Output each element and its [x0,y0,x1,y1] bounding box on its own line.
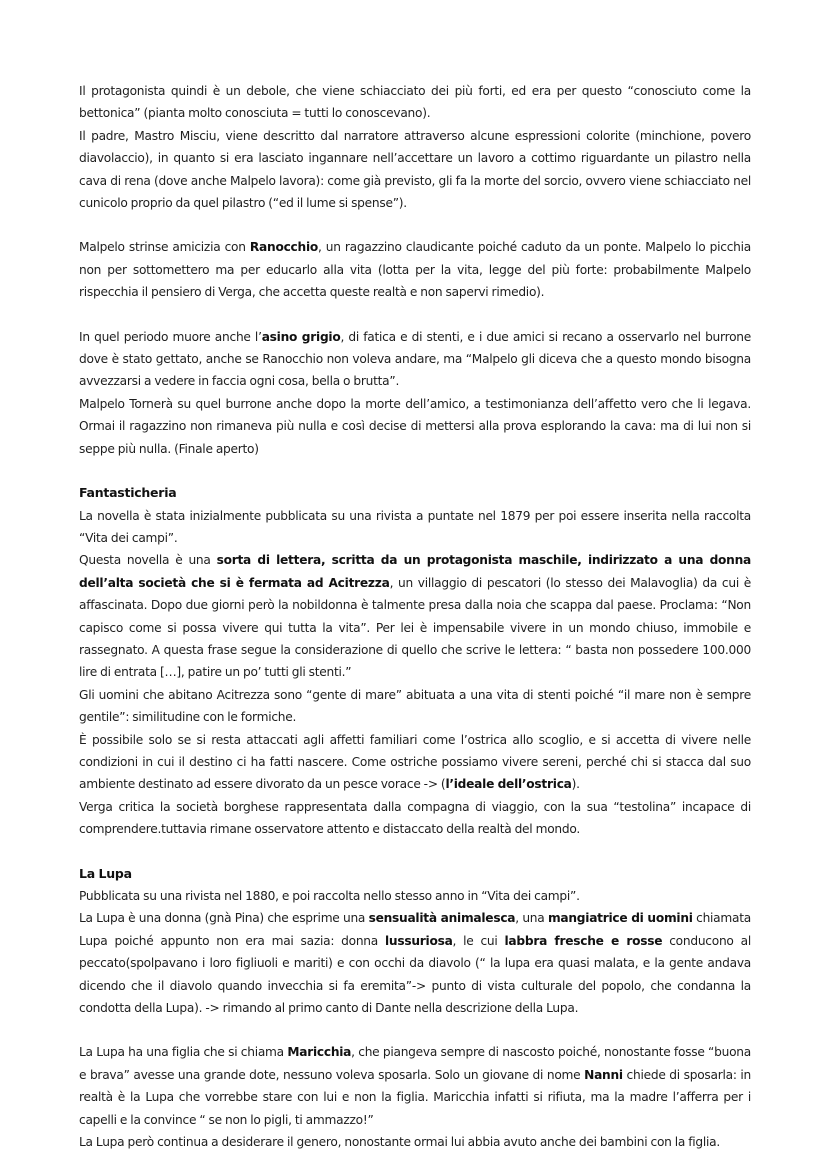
keyword-ranocchio: Ranocchio [249,240,318,255]
paragraph [79,236,751,303]
text-run: , una [515,911,548,926]
text-run: Questa novella è una [79,553,217,568]
section-la-lupa [79,863,751,1154]
paragraph [79,80,751,125]
paragraph [79,1131,751,1153]
keyword-nanni: Nanni [584,1067,623,1082]
text-run: La Lupa però continua a desiderare il genero, nonostante ormai lui abbia avuto anche dei bambini con la figlia. [79,1135,721,1150]
paragraph [79,505,751,550]
paragraph-gap [79,1019,751,1041]
text-run: , le cui [452,933,505,948]
keyword-sensualita: sensualità animalesca [368,911,516,926]
text-run: Il protagonista quindi è un debole, che viene schiacciato dei più forti, ed era per questo “conosciuto come la bettonica” (pianta molto conosciuta = tutti lo conoscevano). [79,84,751,121]
text-run: chiamata Lupa poiché appunto non era mai sazia: donna [79,911,751,948]
text-run: , un ragazzino claudicante poiché caduto da un ponte. Malpelo lo picchia non per sottomettero ma per educarlo alla vita (lotta per la vita, legge del più forte: probabilmente Malpelo rispecchia il pensiero di Verga, che accetta queste realtà e non sapervi rimedio). [79,240,751,300]
keyword-maricchia: Maricchia [287,1045,352,1060]
section-gap [79,841,751,863]
text-run: Pubblicata su una rivista nel 1880, e poi raccolta nello stesso anno in “Vita dei campi”. [79,889,580,903]
section-heading: Fantasticheria [79,485,177,501]
keyword-labbra: labbra fresche e rosse [504,933,663,948]
paragraph [79,907,751,1019]
keyword-lettera: sorta di lettera, scritta da un protagonista maschile, indirizzato a una donna dell’alta società che si è fermata ad Acitrezza [79,553,751,590]
text-run: Verga critica la società borghese rappresentata dalla compagna di viaggio, con la sua “testolina” incapace di comprendere.tuttavia rimane osservatore attento e distaccato della realtà del mondo. [79,799,751,837]
keyword-asino-grigio: asino grigio [261,329,341,344]
text-run: chiede di sposarla: in realtà è la Lupa che vorrebbe stare con lui e non la figlia. Maricchia infatti si rifiuta, ma la madre l’afferra per i capelli e la convince “ se non lo pigli, ti ammazzo!” [79,1067,752,1127]
text-run: La novella è stata inizialmente pubblicata su una rivista a puntate nel 1879 per poi essere inserita nella raccolta “Vita dei campi”. [79,508,751,545]
keyword-lussuriosa: lussuriosa [384,933,453,948]
text-run: La Lupa è una donna (gnà Pina) che esprime una [79,911,369,926]
paragraph [79,125,751,215]
text-run: , un villaggio di pescatori (lo stesso dei Malavoglia) da cui è affascinata. Dopo due giorni però la nobildonna è talmente presa dalla noia che scappa dal paese. Proclama: “Non capisco come si possa vivere qui tutta la vita”. Per lei è impensabile vivere in un mondo chiuso, immobile e rassegnato. A questa frase segue la considerazione di quello che scrive le lettera: “ basta non possedere 100.000 lire di entrata […], patire un po’ tutti gli stenti.” [79,575,751,680]
section-heading: La Lupa [79,865,132,881]
text-run: È possibile solo se si resta attaccati agli affetti familiari come l’ostrica allo scoglio, e si accetta di vivere nelle condizioni in cui il destino ci ha fatti nascere. Come ostriche possiamo vivere sereni, perché chi si stacca dal suo ambiente destinato ad essere divorato da un pesce vorace -> ( [79,732,751,792]
paragraph [79,326,751,393]
paragraph-gap [79,214,751,236]
text-run: Malpelo Tornerà su quel burrone anche dopo la morte dell’amico, a testimonianza dell’affetto vero che li legava. Ormai il ragazzino non rimaneva più nulla e così decise di mettersi alla prova esplorando la cava: ma di lui non si seppe più nulla. (Finale aperto) [79,396,751,456]
section-gap [79,460,751,482]
text-run: conducono al peccato(spolpavano i loro figliuoli e mariti) e con occhi da diavolo (“ la lupa era quasi malata, e la gente andava dicendo che il diavolo quando invecchia si fa eremita”-> punto di vista culturale del popolo, che condanna la condotta della Lupa). -> rimando al primo canto di Dante nella descrizione della Lupa. [79,933,751,1016]
section-fantasticheria [79,482,751,841]
text-run: Il padre, Mastro Misciu, viene descritto dal narratore attraverso alcune espressioni colorite (minchione, povero diavolaccio), in quanto si era lasciato ingannare nell’accettare un lavoro a cottimo riguardante un pilastro nella cava di rena (dove anche Malpelo lavora): come già previsto, gli fa la morte del sorcio, ovvero viene schiacciato nel cunicolo proprio da quel pilastro (“ed il lume si spense”). [79,128,751,211]
text-run: Malpelo strinse amicizia con [79,240,250,255]
paragraph [79,393,751,460]
paragraph [79,684,751,729]
text-run: , di fatica e di stenti, e i due amici si recano a osservarlo nel burrone dove è stato gettato, anche se Ranocchio non voleva andare, ma “Malpelo gli diceva che a questo mondo bisogna avvezzarsi a vedere in faccia ogni cosa, bella o brutta”. [79,329,752,389]
keyword-mangiatrice: mangiatrice di uomini [547,911,693,926]
keyword-ideale-ostrica: l’ideale dell’ostrica [445,777,572,792]
paragraph [79,1041,751,1131]
text-run: La Lupa ha una figlia che si chiama [79,1045,288,1060]
paragraph [79,885,751,907]
paragraph-gap [79,304,751,326]
text-run: Gli uomini che abitano Acitrezza sono “gente di mare” abituata a una vita di stenti poiché “il mare non è sempre gentile”: similitudine con le formiche. [79,687,751,725]
text-run: , che piangeva sempre di nascosto poiché, nonostante fosse “buona e brava” avesse una grande dote, nessuno voleva sposarla. Solo un giovane di nome [79,1045,751,1082]
section-malpelo [79,80,751,460]
text-run: In quel periodo muore anche l’ [79,329,262,344]
paragraph [79,796,751,841]
document-page [79,80,751,1153]
paragraph [79,549,751,683]
paragraph [79,729,751,796]
text-run: ). [571,777,580,792]
